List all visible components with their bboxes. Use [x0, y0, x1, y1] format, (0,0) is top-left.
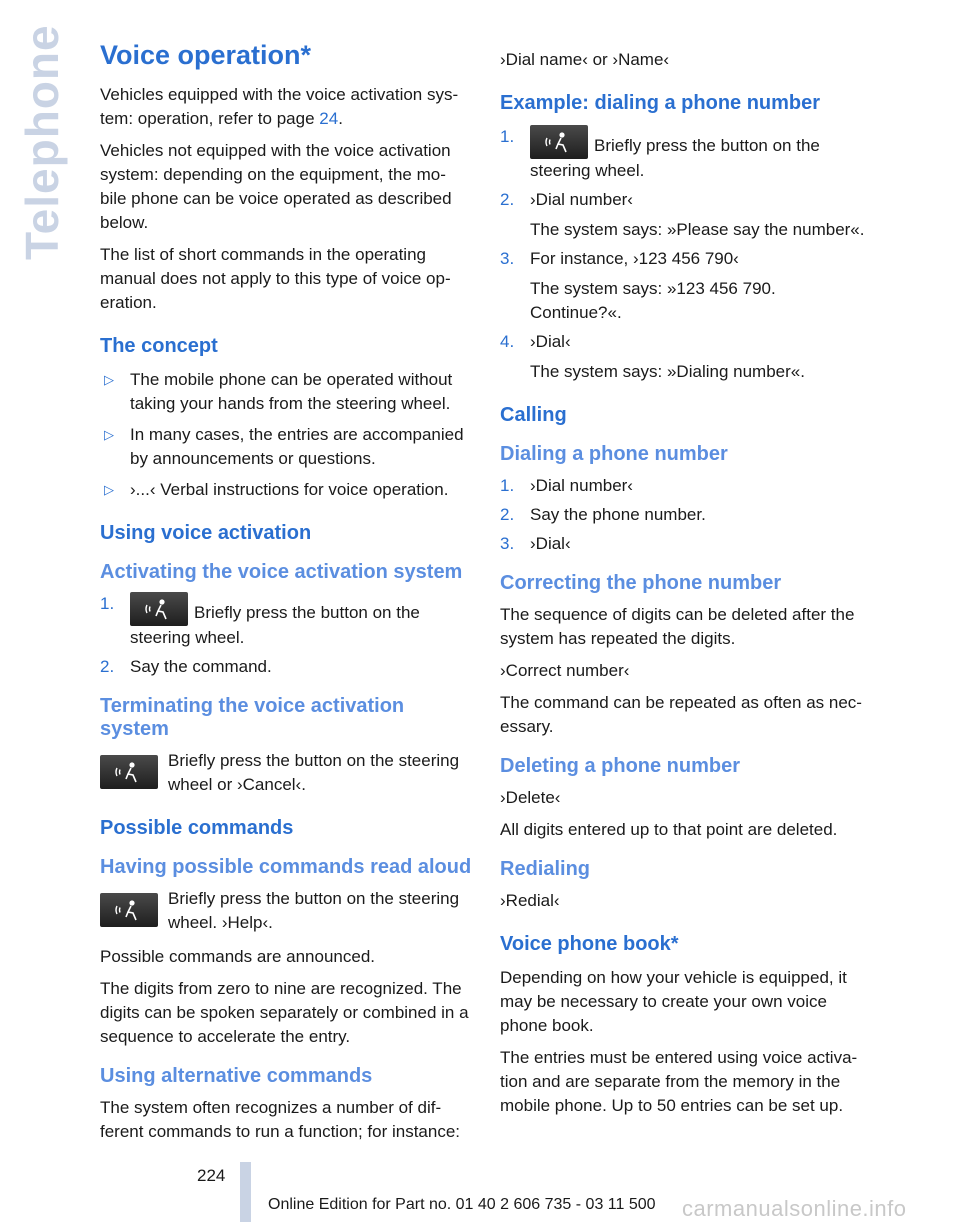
delete-command: ›Delete‹	[500, 788, 561, 807]
terminating-instruction: Briefly press the button on the steering wheel or ›Cancel‹.	[100, 749, 472, 797]
using-voice-heading: Using voice activation	[100, 522, 312, 544]
right-column	[500, 40, 872, 1126]
example-heading: Example: dialing a phone number	[500, 92, 821, 114]
list-item: 3. ›Dial‹	[500, 534, 571, 553]
digits-paragraph: The digits from zero to nine are recognized. The digits can be spoken separately or combined in a sequence to accelerate the entry.	[100, 979, 469, 1046]
list-item: 1. ›Dial number‹	[500, 476, 633, 495]
voice-steering-button-icon	[530, 125, 588, 159]
equipment-paragraph: Vehicles not equipped with the voice activation system: depending on the equipment, the mo-bile phone can be voice operated as described below.	[100, 141, 452, 232]
alternative-commands-heading: Using alternative commands	[100, 1065, 373, 1087]
dialing-heading: Dialing a phone number	[500, 443, 728, 465]
calling-heading: Calling	[500, 404, 567, 426]
page-reference-link[interactable]: 24	[319, 109, 339, 128]
list-item: ▷ The mobile phone can be operated without taking your hands from the steering wheel.	[104, 370, 453, 413]
section-side-tab: Telephone	[16, 24, 68, 260]
voice-steering-button-icon	[130, 592, 188, 626]
read-aloud-heading: Having possible commands read aloud	[100, 856, 472, 878]
list-item: ▷ In many cases, the entries are accompanied by announcements or questions.	[104, 425, 464, 468]
possible-commands-heading: Possible commands	[100, 817, 294, 839]
voice-steering-button-icon	[100, 893, 158, 927]
phone-book-paragraph-1: Depending on how your vehicle is equipped, it may be necessary to create your own voice phone book.	[500, 968, 847, 1035]
voice-steering-button-icon	[100, 755, 158, 789]
terminating-heading: Terminating the voice activation system	[100, 695, 405, 740]
alternative-commands-paragraph: The system often recognizes a number of dif-ferent commands to run a function; for instance:	[100, 1098, 461, 1141]
list-item: 1. Briefly press the button on the steering wheel.	[500, 127, 820, 180]
correcting-heading: Correcting the phone number	[500, 572, 782, 594]
deleting-heading: Deleting a phone number	[500, 755, 741, 777]
list-item: 2. Say the phone number.	[500, 505, 706, 524]
triangle-bullet-icon: ▷	[104, 482, 114, 497]
concept-heading: The concept	[100, 335, 218, 357]
list-item: 2. ›Dial number‹ The system says: »Please say the number«.	[500, 190, 865, 239]
dial-name-command: ›Dial name‹ or ›Name‹	[500, 50, 670, 69]
short-commands-paragraph: The list of short commands in the operating manual does not apply to this type of voice op-eration.	[100, 245, 451, 312]
online-edition-label: Online Edition for Part no. 01 40 2 606 735 - 03 11 500	[268, 1196, 656, 1213]
activating-steps	[100, 592, 472, 679]
read-aloud-instruction: Briefly press the button on the steering wheel. ›Help‹.	[100, 887, 472, 935]
page-title: Voice operation*	[100, 40, 312, 70]
redialing-heading: Redialing	[500, 858, 591, 880]
phone-book-paragraph-2: The entries must be entered using voice activa-tion and are separate from the memory in the mobile phone. Up to 50 entries can be set up.	[500, 1048, 858, 1115]
phone-book-heading: Voice phone book*	[500, 933, 679, 955]
correct-number-command: ›Correct number‹	[500, 661, 630, 680]
activating-heading: Activating the voice activation system	[100, 561, 463, 583]
redial-command: ›Redial‹	[500, 891, 560, 910]
left-column	[100, 40, 472, 1152]
triangle-bullet-icon: ▷	[104, 372, 114, 387]
list-item: 3. For instance, ›123 456 790‹ The system says: »123 456 790. Continue?«.	[500, 249, 776, 322]
list-item: 1. Briefly press the button on the steering wheel.	[100, 594, 420, 647]
triangle-bullet-icon: ▷	[104, 427, 114, 442]
example-steps	[500, 125, 872, 384]
concept-list	[100, 368, 472, 502]
list-item: ▷ ›...‹ Verbal instructions for voice operation.	[100, 478, 472, 502]
list-item: 4. ›Dial‹ The system says: »Dialing number«.	[500, 332, 805, 381]
page-number: 224	[197, 1166, 226, 1185]
correct-repeat-paragraph: The command can be repeated as often as nec-essary.	[500, 693, 862, 736]
correcting-paragraph: The sequence of digits can be deleted after the system has repeated the digits.	[500, 605, 855, 648]
footer-divider	[240, 1162, 251, 1222]
dialing-steps	[500, 474, 872, 556]
announced-paragraph: Possible commands are announced.	[100, 947, 375, 966]
delete-paragraph: All digits entered up to that point are deleted.	[500, 820, 838, 839]
watermark: carmanualsonline.info	[682, 1196, 907, 1221]
intro-paragraph: Vehicles equipped with the voice activation sys-tem: operation, refer to page 24.	[100, 85, 459, 128]
list-item: 2. Say the command.	[100, 657, 272, 676]
